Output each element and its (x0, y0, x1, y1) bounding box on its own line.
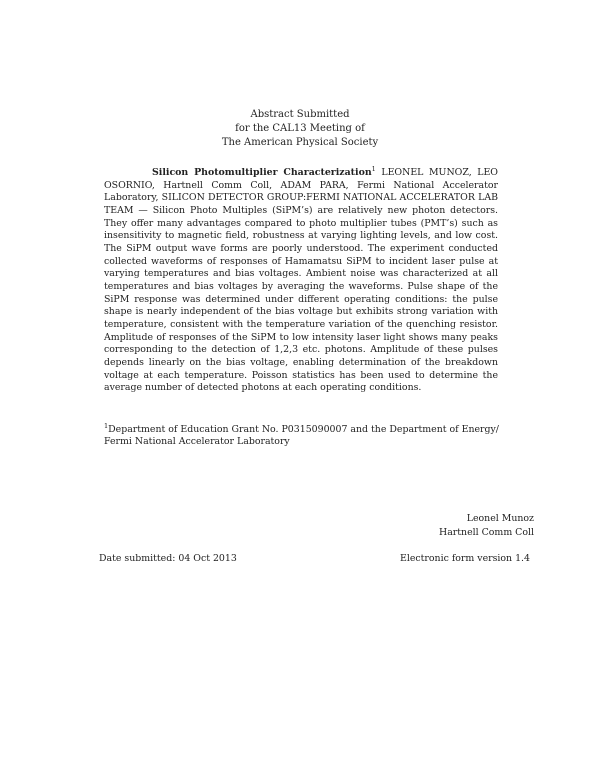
footnote (104, 421, 504, 449)
footnote-line-2: Fermi National Accelerator Laboratory (104, 436, 290, 448)
header-line-meeting: for the CAL13 Meeting of (235, 123, 365, 134)
header-line-abstract-submitted: Abstract Submitted (250, 109, 350, 120)
form-version: Electronic form version 1.4 (400, 553, 530, 564)
abstract-separator: — (133, 204, 153, 216)
date-submitted: Date submitted: 04 Oct 2013 (99, 553, 237, 564)
footnote-text-1: Department of Education Grant No. P0315090007 and the Department of Energy/ (108, 424, 499, 435)
footnote-line-1 (104, 421, 504, 436)
signature-block (439, 512, 534, 540)
footnote-mark: 1 (104, 421, 109, 430)
abstract-paragraph (104, 164, 498, 395)
abstract-body: Silicon Photo Multiples (SiPM’s) are relatively new photon detectors. They offer many advantages compared to photo multiplier tubes (PMT’s) such as insensitivity to magnetic field, robustness at varying lighting levels, and low cost. The SiPM output wave forms are poorly understood. The experiment conducted collected waveforms of responses of Hamamatsu SiPM to incident laser pulse at varying temperatures and bias voltages. Ambient noise was characterized at all temperatures and bias voltages by averaging the waveforms. Pulse shape of the SiPM response was determined under different operating conditions: the pulse shape is nearly independent of the bias voltage but exhibits strong variation with temperature, consistent with the temperature variation of the quenching resistor. Amplitude of responses of the SiPM to low intensity laser light shows many peaks corresponding to the detection of 1,2,3 etc. photons. Amplitude of these pulses depends linearly on the bias voltage, enabling determination of the breakdown voltage at each temperature. Poisson statistics has been used to determine the average number of detected photons at each operating conditions. (104, 204, 498, 394)
header-line-society: The American Physical Society (221, 137, 379, 148)
signature-affiliation: Hartnell Comm Coll (439, 527, 534, 538)
abstract-authors: LEONEL MUNOZ, LEO OSORNIO, Hartnell Comm Coll, ADAM PARA, Fermi National Accelerator Laboratory, SILICON DETECTOR GROUP:FERMI NATIONAL ACCELERATOR LAB TEAM (104, 167, 498, 216)
signature-name: Leonel Munoz (466, 513, 534, 524)
submission-header (0, 108, 600, 150)
title-footnote-mark: 1 (371, 164, 376, 173)
abstract-title: Silicon Photomultiplier Characterization (152, 167, 372, 178)
